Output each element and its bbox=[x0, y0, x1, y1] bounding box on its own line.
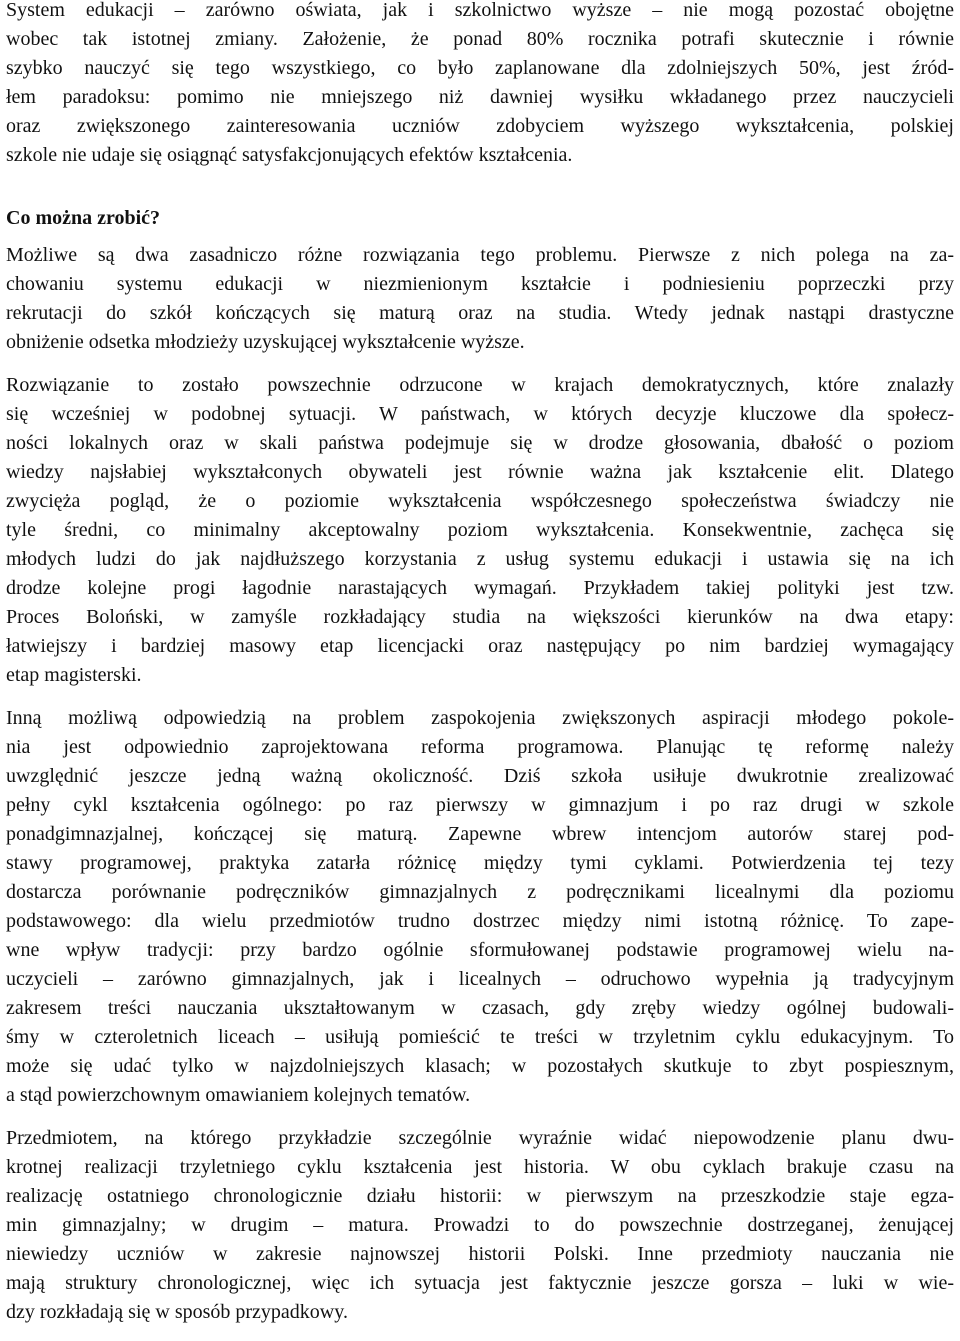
text-line: łem paradoksu: pomimo nie mniejszego niż dawniej wysiłku wkładanego przez nauczycieli bbox=[6, 86, 954, 108]
paragraph-1 bbox=[6, 241, 954, 357]
text-line: krotnej realizacji trzyletniego cyklu kształcenia jest historia. W obu cyklach brakuje czasu na bbox=[6, 1156, 954, 1178]
text-line: wne wpływ tradycji: przy bardzo ogólnie sformułowanej podstawie programowej wielu na- bbox=[6, 939, 954, 961]
text-line: ponadgimnazjalnej, kończącej się maturą. Zapewne wbrew intencjom autorów starej pod- bbox=[6, 823, 954, 845]
text-line: min gimnazjalny; w drugim – matura. Prowadzi to do powszechnie dostrzeganej, żenującej bbox=[6, 1214, 954, 1236]
text-line: dostarcza porównanie podręczników gimnazjalnych z podręcznikami licealnymi dla poziomu bbox=[6, 881, 954, 903]
text-line: tyle średni, co minimalny akceptowalny poziom wykształcenia. Konsekwentnie, zachęca się bbox=[6, 519, 954, 541]
document-page bbox=[6, 0, 954, 1341]
text-line: rekrutacji do szkół kończących się maturą oraz na studia. Wtedy jednak nastąpi drastyczne bbox=[6, 302, 954, 324]
text-line: wobec tak istotnej zmiany. Założenie, że ponad 80% rocznika potrafi skutecznie i równie bbox=[6, 28, 954, 50]
intro-paragraph bbox=[6, 0, 954, 170]
text-line: zwycięża pogląd, że o poziomie wykształcenia współczesnego społeczeństwa świadczy nie bbox=[6, 490, 954, 512]
text-line: Rozwiązanie to zostało powszechnie odrzucone w krajach demokratycznych, które znalazły bbox=[6, 374, 954, 396]
text-line: ności lokalnych oraz w skali państwa podejmuje się w drodze głosowania, dbałość o poziom bbox=[6, 432, 954, 454]
text-line: niewiedzy uczniów w zakresie najnowszej historii Polski. Inne przedmioty nauczania nie bbox=[6, 1243, 954, 1265]
paragraph-3 bbox=[6, 704, 954, 1110]
text-line: szybko nauczyć się tego wszystkiego, co było zaplanowane dla zdolniejszych 50%, jest źród- bbox=[6, 57, 954, 79]
text-line: realizację ostatniego chronologicznie działu historii: w pierwszym na przeszkodzie staje egza- bbox=[6, 1185, 954, 1207]
text-line: a stąd powierzchownym omawianiem kolejnych tematów. bbox=[6, 1084, 471, 1106]
text-line: uwzględnić jeszcze jedną ważną okoliczność. Dziś szkoła usiłuje dwukrotnie zrealizować bbox=[6, 765, 954, 787]
text-line: szkole nie udaje się osiągnąć satysfakcjonujących efektów kształcenia. bbox=[6, 144, 573, 166]
text-line: się wcześniej w podobnej sytuacji. W państwach, w których decyzje kluczowe dla społecz- bbox=[6, 403, 954, 425]
text-line: drodze kolejne progi łagodnie narastających wymagań. Przykładem takiej polityki jest tzw. bbox=[6, 577, 954, 599]
text-line: podstawowego: dla wielu przedmiotów trudno dostrzec między nimi istotną różnicę. To zape- bbox=[6, 910, 954, 932]
text-line: nia jest odpowiednio zaprojektowana reforma programowa. Planując tę reformę należy bbox=[6, 736, 954, 758]
text-line: oraz zwiększonego zainteresowania uczniów zdobyciem wyższego wykształcenia, polskiej bbox=[6, 115, 954, 137]
paragraph-2 bbox=[6, 371, 954, 690]
text-line: Inną możliwą odpowiedzią na problem zaspokojenia zwiększonych aspiracji młodego pokole- bbox=[6, 707, 954, 729]
text-line: Proces Boloński, w zamyśle rozkładający studia na większości kierunków na dwa etapy: bbox=[6, 606, 954, 628]
text-line: śmy w czteroletnich liceach – usiłują pomieścić te treści w trzyletnim cyklu edukacyjnym. To bbox=[6, 1026, 954, 1048]
paragraph-4 bbox=[6, 1124, 954, 1327]
text-line: łatwiejszy i bardziej masowy etap licencjacki oraz następujący po nim bardziej wymagający bbox=[6, 635, 954, 657]
text-line: Możliwe są dwa zasadniczo różne rozwiązania tego problemu. Pierwsze z nich polega na za- bbox=[6, 244, 954, 266]
text-line: zakresem treści nauczania ukształtowanym w czasach, gdy zręby wiedzy ogólnej budowali- bbox=[6, 997, 954, 1019]
text-line: System edukacji – zarówno oświata, jak i szkolnictwo wyższe – nie mogą pozostać obojętne bbox=[6, 0, 954, 21]
text-line: mają struktury chronologicznej, więc ich sytuacja jest faktycznie jeszcze gorsza – luki w wie- bbox=[6, 1272, 954, 1294]
text-line: dzy rozkładają się w sposób przypadkowy. bbox=[6, 1301, 348, 1323]
text-line: może się udać tylko w najzdolniejszych klasach; w pozostałych skutkuje to zbyt pospiesznym, bbox=[6, 1055, 954, 1077]
text-line: uczycieli – zarówno gimnazjalnych, jak i licealnych – odruchowo wypełnia ją tradycyjnym bbox=[6, 968, 954, 990]
text-line: stawy programowej, praktyka zatarła różnicę między tymi cyklami. Potwierdzenia tej tezy bbox=[6, 852, 954, 874]
text-line: młodych ludzi do jak najdłuższego korzystania z usług systemu edukacji i ustawia się na ich bbox=[6, 548, 954, 570]
section-heading: Co można zrobić? bbox=[6, 207, 161, 229]
text-line: wiedzy najsłabiej wykształconych obywateli jest równie ważna jak kształcenie elit. Dlatego bbox=[6, 461, 954, 483]
text-line: etap magisterski. bbox=[6, 664, 142, 686]
text-line: chowaniu systemu edukacji w niezmienionym kształcie i podniesieniu poprzeczki przy bbox=[6, 273, 954, 295]
text-line: obniżenie odsetka młodzieży uzyskującej wykształcenie wyższe. bbox=[6, 331, 525, 353]
text-line: Przedmiotem, na którego przykładzie szczególnie wyraźnie widać niepowodzenie planu dwu- bbox=[6, 1127, 954, 1149]
text-line: pełny cykl kształcenia ogólnego: po raz pierwszy w gimnazjum i po raz drugi w szkole bbox=[6, 794, 954, 816]
